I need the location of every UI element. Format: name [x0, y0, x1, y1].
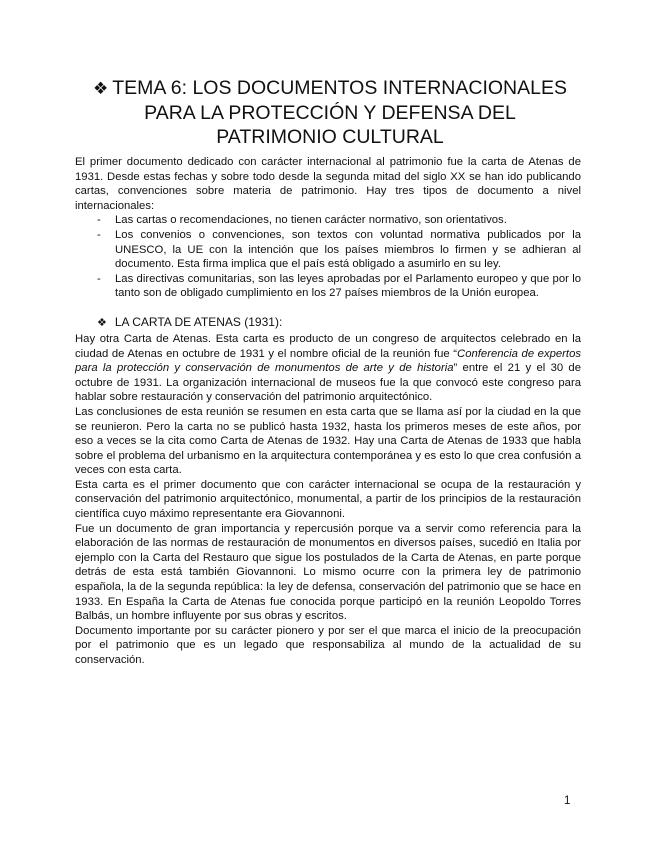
paragraph-4: Fue un documento de gran importancia y repercusión porque va a servir como referencia para la elaboración de las normas de restauración de monumentos en diversos países, sucedió en Italia por ejemplo con la Carta del Restauro que sigue los postulados de la Carta de Atenas, en parte porque detrás de esta está también Giovannoni. Lo mismo ocurre con la primera ley de patrimonio española, la de la segunda república: la ley de defensa, conservación del patrimonio que se hace en 1933. En España la Carta de Atenas fue conocida porque participó en la reunión Leopoldo Torres Balbás, un hombre influyente por sus obras y escritos. — [75, 522, 581, 623]
conference-name: Conferencia de expertos para la protección y conservación de monumentos de arte y de historia — [75, 347, 581, 375]
document-body — [75, 155, 581, 668]
paragraph-1: Hay otra Carta de Atenas. Esta carta es producto de un congreso de arquitectos celebrado en la ciudad de Atenas en octubre de 1931 y el nombre oficial de la reunión fue “Conferencia de expertos para la protección y conservación de monumentos de arte y de historia” entre el 21 y el 30 de octubre de 1931. La organización internacional de museos fue la que convocó este congreso para hablar sobre restauración y conservación del patrimonio arquitectónico. — [75, 332, 581, 404]
document-types-list — [75, 213, 581, 301]
list-item: - Los convenios o convenciones, son textos con voluntad normativa publicados por la UNESCO, la UE con la intención que los países miembros lo firmen y se adhieran al documento. Esta firma implica que el país está obligado a asumirlo en su ley. — [97, 228, 581, 271]
paragraph-5: Documento importante por su carácter pionero y por ser el que marca el inicio de la preocupación por el patrimonio que es un legado que responsabiliza al mundo de la actualidad de su conservación. — [75, 624, 581, 666]
list-item: - Las cartas o recomendaciones, no tienen carácter normativo, son orientativos. — [97, 214, 507, 227]
paragraph-2: Las conclusiones de esta reunión se resumen en esta carta que se llama así por la ciudad en la que se reunieron. Pero la carta no se publicó hasta 1932, hasta los primeros meses de este años, por eso a veces se la cita como Carta de Atenas de 1932. Hay una Carta de Atenas de 1933 que habla sobre el problema del urbanismo en la arquitectura contemporánea y es esto lo que crea confusión a veces con esta carta. — [75, 405, 581, 477]
intro-paragraph: El primer documento dedicado con carácter internacional al patrimonio fue la carta de Atenas de 1931. Desde estas fechas y sobre todo desde la segunda mitad del siglo XX se han ido publicando cartas, convenciones sobre materia de patrimonio. Hay tres tipos de documento a nivel internacionales: — [75, 156, 581, 212]
page-number: 1 — [564, 795, 571, 807]
section-heading: ❖ LA CARTA DE ATENAS (1931): — [97, 314, 283, 329]
list-dash: - — [97, 228, 101, 241]
title-line-1: ❖ TEMA 6: LOS DOCUMENTOS INTERNACIONALES — [93, 77, 567, 99]
list-item: - Las directivas comunitarias, son las leyes aprobadas por el Parlamento europeo y que por lo tanto son de obligado cumplimiento en los 27 países miembros de la Unión europea. — [97, 272, 581, 300]
title-line-2: PARA LA PROTECCIÓN Y DEFENSA DEL — [144, 102, 516, 124]
diamond-bullet-icon: ❖ — [97, 316, 107, 329]
page-title — [75, 76, 585, 149]
list-dash: - — [97, 272, 101, 285]
paragraph-3: Esta carta es el primer documento que con carácter internacional se ocupa de la restauración y conservación del patrimonio arquitectónico, monumental, a partir de los principios de la restauración científica cuyo máximo representante era Giovannoni. — [75, 478, 581, 521]
title-line-3: PATRIMONIO CULTURAL — [216, 126, 444, 148]
list-dash: - — [97, 214, 101, 227]
diamond-bullet-icon: ❖ — [93, 79, 109, 98]
